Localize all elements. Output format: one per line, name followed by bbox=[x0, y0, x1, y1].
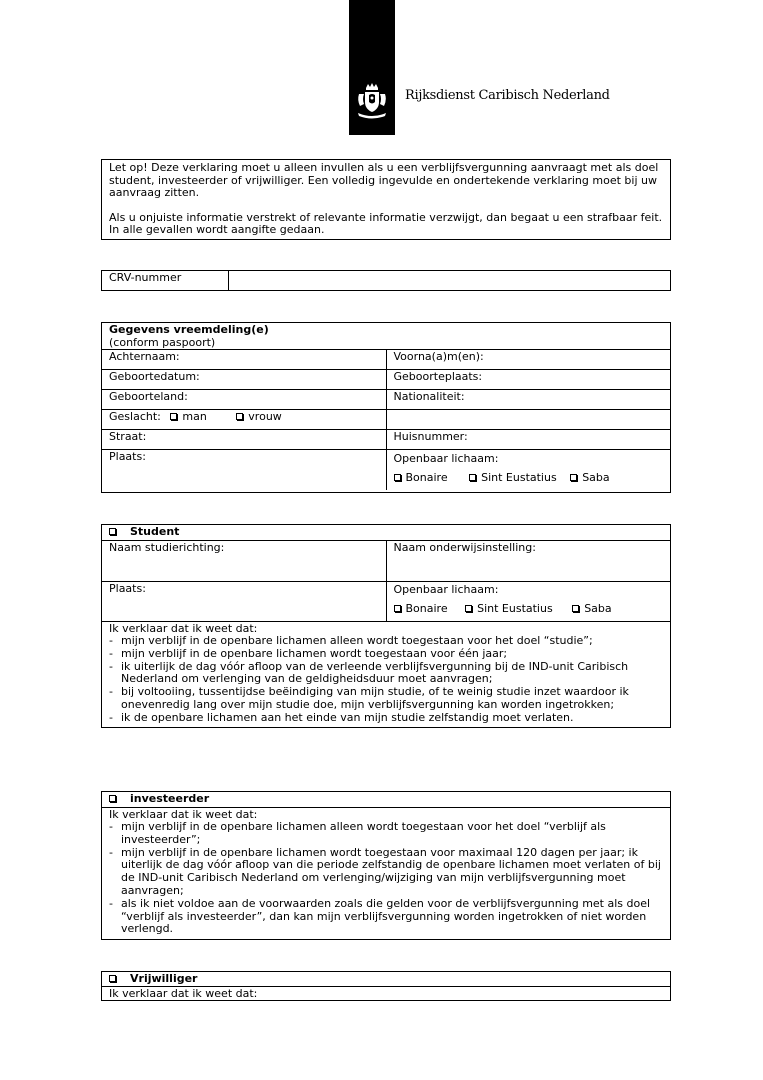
vrijwilliger-intro: Ik verklaar dat ik weet dat: bbox=[102, 986, 670, 1000]
geslacht-cell bbox=[102, 410, 386, 430]
student-island-options bbox=[394, 602, 671, 615]
checkbox-icon[interactable] bbox=[572, 605, 579, 612]
gender-option-vrouw[interactable] bbox=[236, 410, 282, 423]
student-openbaar-cell bbox=[386, 581, 670, 621]
island-label: Bonaire bbox=[405, 601, 448, 615]
student-list bbox=[102, 635, 670, 725]
investeerder-header[interactable] bbox=[102, 792, 670, 807]
student-intro: Ik verklaar dat ik weet dat: bbox=[109, 621, 258, 635]
checkbox-icon[interactable] bbox=[109, 528, 116, 535]
vrijwilliger-header[interactable] bbox=[102, 972, 670, 986]
openbaar-lichaam-cell bbox=[386, 450, 670, 490]
investeerder-list bbox=[102, 821, 670, 936]
student-declaration bbox=[102, 621, 670, 725]
list-item: - als ik niet voldoe aan de voorwaarden zoals die gelden voor de verblijfsvergunning met als doel “verblijf als investeerder”, dan kan mijn verblijfsvergunning worden ingetrokken of niet worden verlengd. bbox=[109, 898, 670, 936]
student-plaats-field[interactable]: Plaats: bbox=[102, 581, 386, 621]
person-section-subtitle: (conform paspoort) bbox=[109, 336, 216, 349]
person-section bbox=[101, 322, 671, 493]
checkbox-icon[interactable] bbox=[109, 975, 116, 982]
geslacht-label: Geslacht: bbox=[109, 410, 161, 423]
island-label: Saba bbox=[582, 471, 610, 484]
student-title: Student bbox=[130, 525, 180, 538]
student-island-bonaire[interactable] bbox=[394, 602, 448, 615]
geboorteland-field[interactable]: Geboorteland: bbox=[102, 390, 386, 410]
student-header[interactable] bbox=[102, 525, 670, 540]
student-openbaar-label: Openbaar lichaam: bbox=[393, 582, 499, 596]
island-label: Sint Eustatius bbox=[477, 601, 553, 615]
voornamen-field[interactable]: Voorna(a)m(en): bbox=[386, 350, 670, 370]
list-item: - mijn verblijf in de openbare lichamen alleen wordt toegestaan voor het doel “verblijf als investeerder”; bbox=[109, 821, 670, 847]
gender-vrouw-label: vrouw bbox=[248, 410, 282, 423]
island-option-saba[interactable] bbox=[570, 471, 609, 484]
crv-box bbox=[101, 270, 671, 291]
list-item: - ik uiterlijk de dag vóór afloop van de verleende verblijfsvergunning bij de IND-unit Caribisch Nederland om verlenging van de geldigheidsduur moet aanvragen; bbox=[109, 661, 670, 687]
notice-box bbox=[101, 159, 671, 240]
investeerder-title: investeerder bbox=[130, 792, 210, 805]
student-island-sint-eustatius[interactable] bbox=[465, 602, 553, 615]
openbaar-lichaam-label: Openbaar lichaam: bbox=[393, 452, 499, 465]
checkbox-icon[interactable] bbox=[469, 474, 476, 481]
geboorteplaats-field[interactable]: Geboorteplaats: bbox=[386, 370, 670, 390]
student-section bbox=[101, 524, 671, 728]
list-item: - ik de openbare lichamen aan het einde van mijn studie zelfstandig moet verlaten. bbox=[109, 712, 670, 725]
achternaam-field[interactable]: Achternaam: bbox=[102, 350, 386, 370]
list-item: - mijn verblijf in de openbare lichamen wordt toegestaan voor één jaar; bbox=[109, 648, 670, 661]
empty-cell bbox=[386, 410, 670, 430]
nationaliteit-field[interactable]: Nationaliteit: bbox=[386, 390, 670, 410]
gender-option-man[interactable] bbox=[170, 410, 206, 423]
notice-text-1: Let op! Deze verklaring moet u alleen invullen als u een verblijfsvergunning aanvraagt met als doel student, investeerder of vrijwilliger. Een volledig ingevulde en ondertekende verklaring moet bij uw aanvraag zitten. bbox=[109, 161, 659, 199]
org-name: Rijksdienst Caribisch Nederland bbox=[405, 88, 610, 103]
checkbox-icon[interactable] bbox=[570, 474, 577, 481]
gender-man-label: man bbox=[182, 410, 207, 423]
island-label: Sint Eustatius bbox=[481, 471, 557, 484]
person-section-title: Gegevens vreemdeling(e) bbox=[109, 323, 269, 336]
crv-label: CRV-nummer bbox=[102, 271, 229, 290]
huisnummer-field[interactable]: Huisnummer: bbox=[386, 430, 670, 450]
list-item: - mijn verblijf in de openbare lichamen alleen wordt toegestaan voor het doel “studie”; bbox=[109, 635, 670, 648]
straat-field[interactable]: Straat: bbox=[102, 430, 386, 450]
student-island-saba[interactable] bbox=[572, 602, 611, 615]
island-label: Bonaire bbox=[405, 471, 448, 484]
onderwijsinstelling-field[interactable]: Naam onderwijsinstelling: bbox=[386, 540, 670, 581]
crv-number-field[interactable] bbox=[229, 271, 671, 290]
island-option-sint-eustatius[interactable] bbox=[469, 471, 557, 484]
investeerder-declaration bbox=[102, 807, 670, 936]
studierichting-field[interactable]: Naam studierichting: bbox=[102, 540, 386, 581]
logo-bar bbox=[349, 0, 395, 135]
island-option-bonaire[interactable] bbox=[394, 471, 448, 484]
checkbox-icon[interactable] bbox=[394, 605, 401, 612]
vrijwilliger-title: Vrijwilliger bbox=[130, 972, 198, 985]
notice-text-2: Als u onjuiste informatie verstrekt of relevante informatie verzwijgt, dan begaat u een strafbaar feit. In alle gevallen wordt aangifte gedaan. bbox=[109, 210, 663, 236]
island-options bbox=[394, 471, 671, 484]
investeerder-intro: Ik verklaar dat ik weet dat: bbox=[109, 807, 258, 821]
checkbox-icon[interactable] bbox=[170, 413, 177, 420]
vrijwilliger-section bbox=[101, 971, 671, 1001]
island-label: Saba bbox=[584, 601, 612, 615]
plaats-field[interactable]: Plaats: bbox=[102, 450, 386, 490]
crown-lion-crest-icon bbox=[356, 82, 388, 120]
checkbox-icon[interactable] bbox=[465, 605, 472, 612]
checkbox-icon[interactable] bbox=[236, 413, 243, 420]
list-item: - bij voltooiing, tussentijdse beëindiging van mijn studie, of te weinig studie inzet waardoor ik onevenredig lang over mijn studie doe, mijn verblijfsvergunning kan worden ingetrokken; bbox=[109, 686, 670, 712]
list-item: - mijn verblijf in de openbare lichamen wordt toegestaan voor maximaal 120 dagen per jaar; ik uiterlijk de dag vóór afloop van die periode zelfstandig de openbare lichamen moet verlaten of bij de IND-unit Caribisch Nederland om verlenging/wijziging van mijn verblijfsvergunning moet aanvragen; bbox=[109, 847, 670, 898]
checkbox-icon[interactable] bbox=[109, 795, 116, 802]
checkbox-icon[interactable] bbox=[394, 474, 401, 481]
geboortedatum-field[interactable]: Geboortedatum: bbox=[102, 370, 386, 390]
investeerder-section bbox=[101, 791, 671, 940]
